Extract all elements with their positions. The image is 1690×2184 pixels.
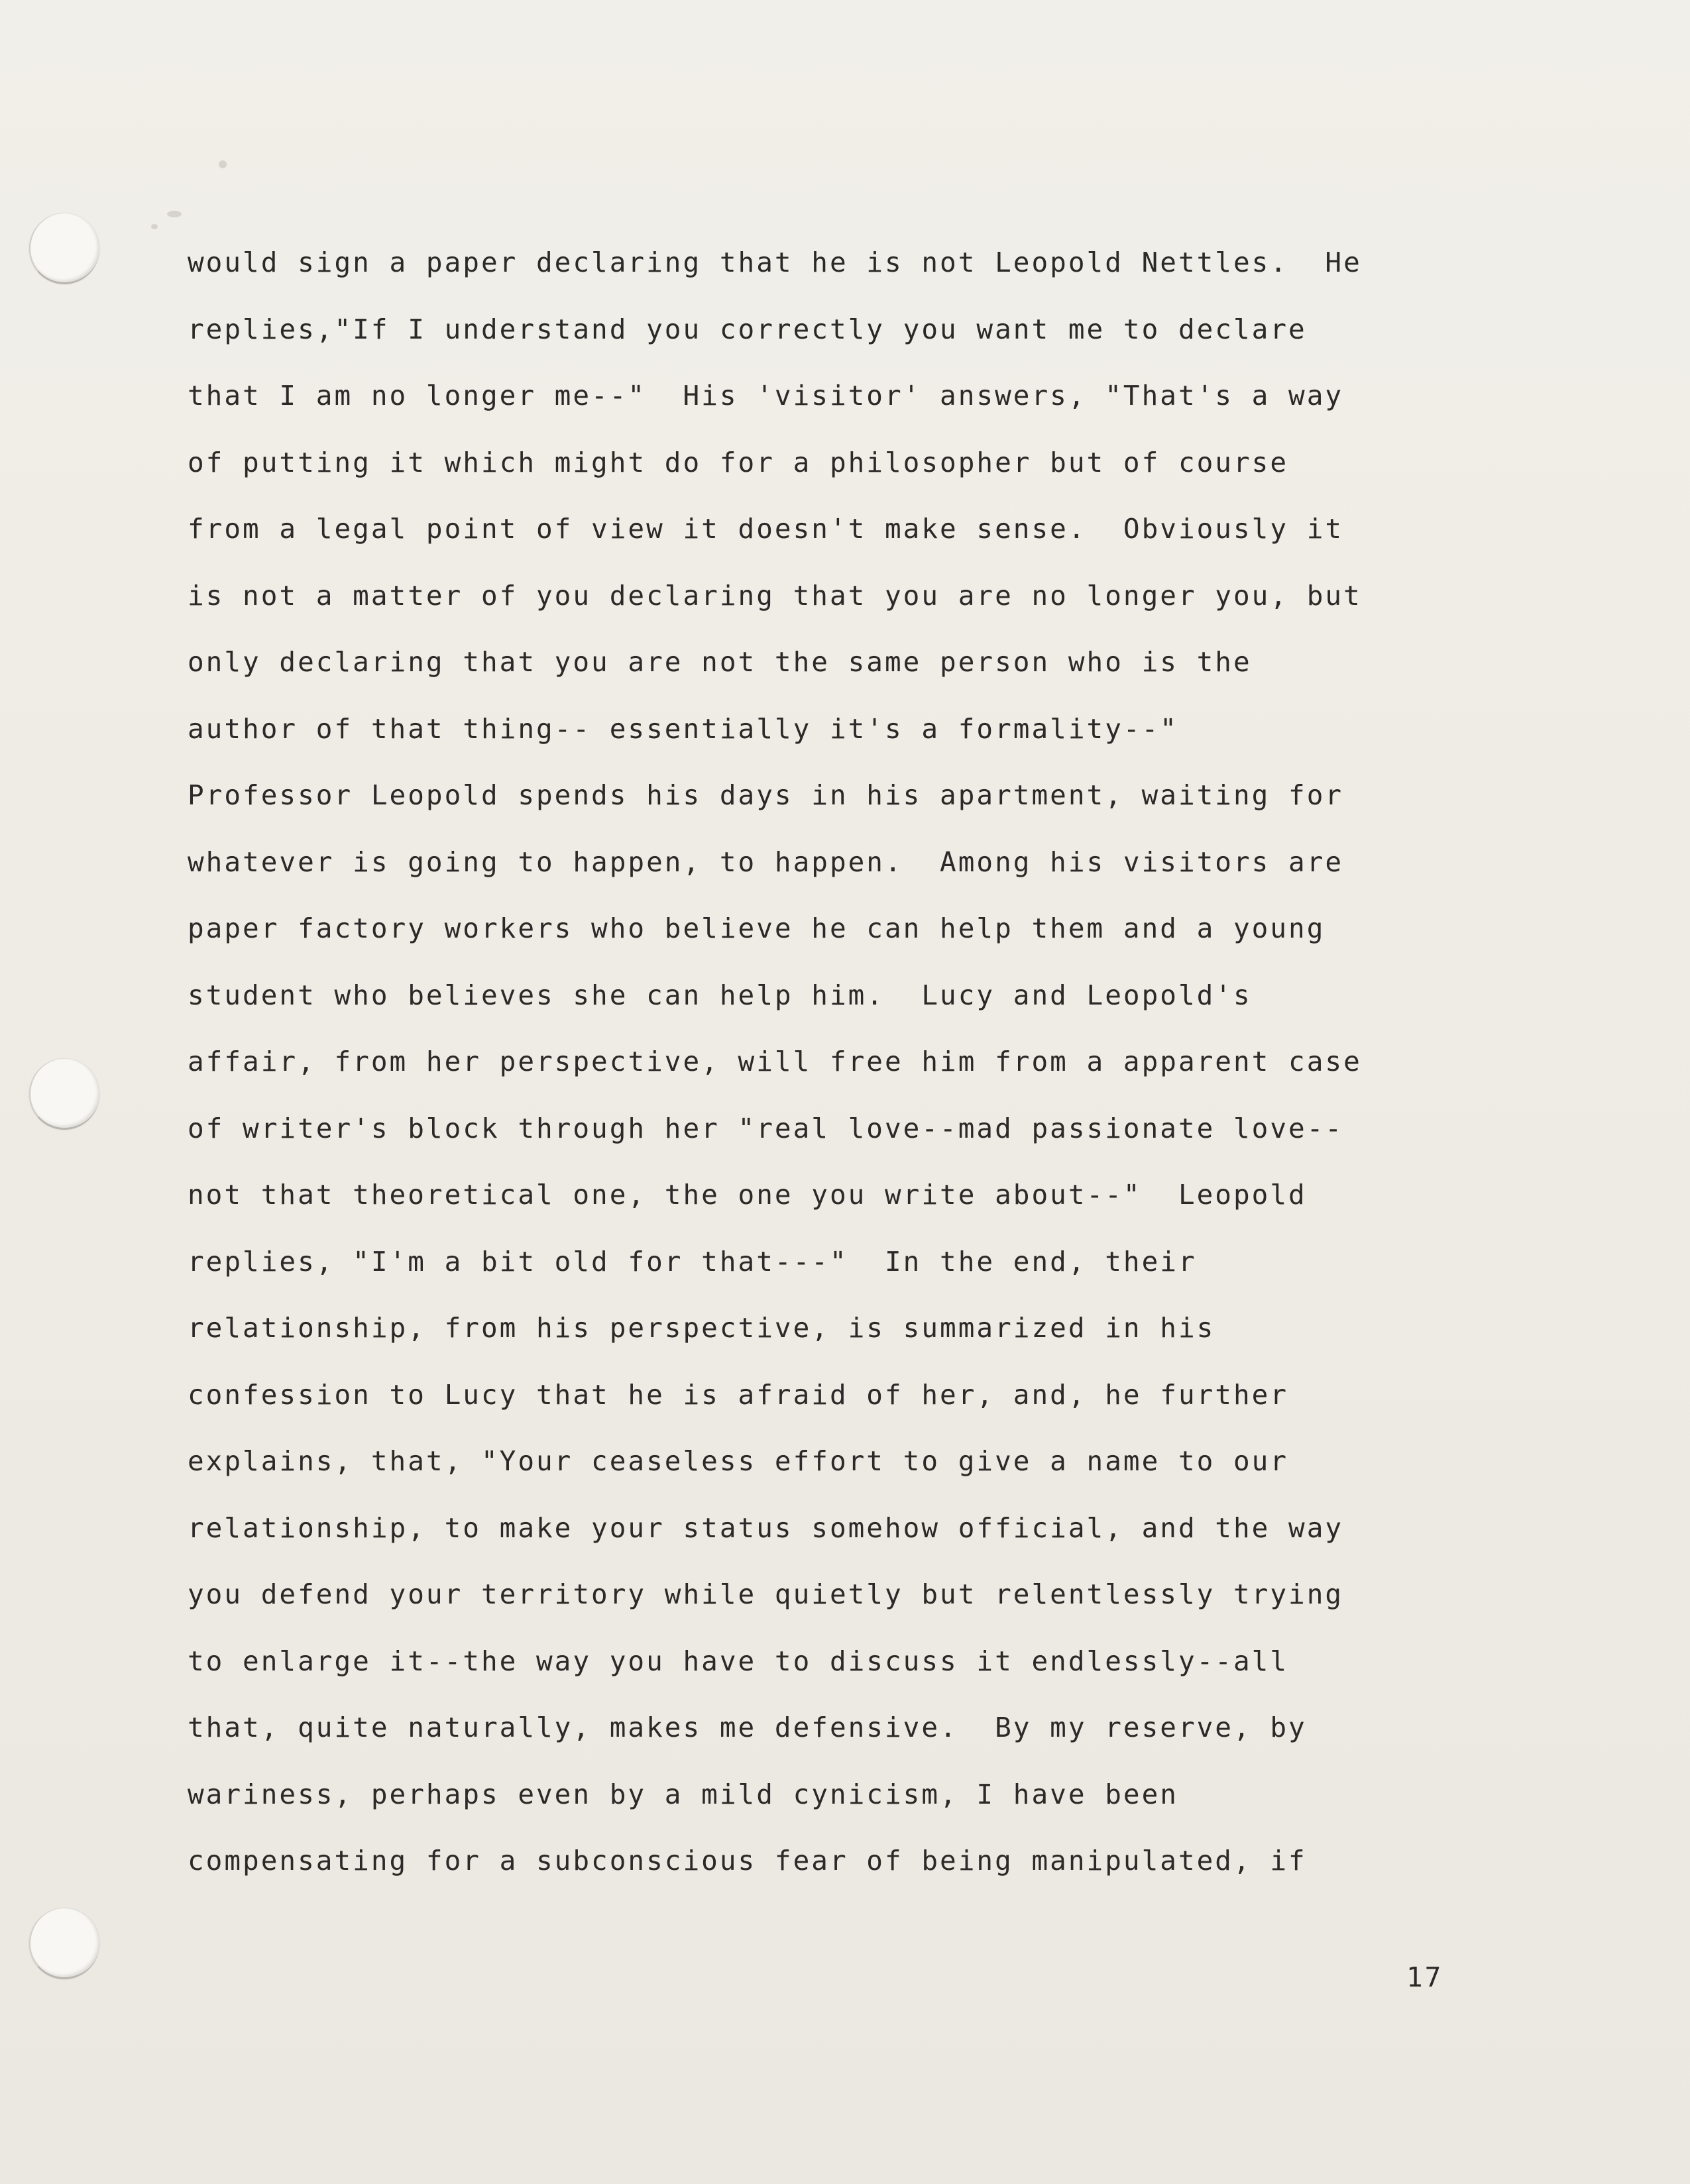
text-line: relationship, from his perspective, is summarized in his — [188, 1312, 1215, 1344]
body-text — [188, 240, 1513, 1905]
text-line: replies,"If I understand you correctly you want me to declare — [188, 313, 1307, 345]
page-number: 17 — [1406, 1961, 1443, 1993]
text-line: paper factory workers who believe he can help them and a young — [188, 912, 1325, 944]
text-line: not that theoretical one, the one you write about--" Leopold — [188, 1179, 1307, 1211]
text-line: wariness, perhaps even by a mild cynicism, I have been — [188, 1778, 1178, 1810]
punch-hole — [29, 213, 99, 284]
text-line: explains, that, "Your ceaseless effort to give a name to our — [188, 1445, 1289, 1477]
punch-hole — [29, 1908, 99, 1979]
paper-speck — [167, 211, 182, 217]
text-line: compensating for a subconscious fear of being manipulated, if — [188, 1845, 1307, 1877]
text-line: to enlarge it--the way you have to discuss it endlessly--all — [188, 1645, 1289, 1677]
text-line: Professor Leopold spends his days in his apartment, waiting for — [188, 779, 1344, 811]
punch-hole — [29, 1059, 99, 1130]
text-line: is not a matter of you declaring that you are no longer you, but — [188, 579, 1362, 612]
text-line: of writer's block through her "real love--mad passionate love-- — [188, 1112, 1344, 1144]
text-line: only declaring that you are not the same person who is the — [188, 646, 1252, 678]
text-line: of putting it which might do for a philosopher but of course — [188, 446, 1289, 478]
text-line: you defend your territory while quietly but relentlessly trying — [188, 1578, 1344, 1610]
text-line: that, quite naturally, makes me defensive. By my reserve, by — [188, 1712, 1307, 1743]
paper-speck — [219, 160, 227, 168]
text-line: relationship, to make your status somehow official, and the way — [188, 1511, 1344, 1544]
text-line: confession to Lucy that he is afraid of her, and, he further — [188, 1378, 1289, 1411]
text-line: student who believes she can help him. Lucy and Leopold's — [188, 979, 1252, 1011]
text-line: replies, "I'm a bit old for that---" In the end, their — [188, 1245, 1197, 1278]
text-line: from a legal point of view it doesn't make sense. Obviously it — [188, 513, 1344, 545]
text-line: author of that thing-- essentially it's a formality--" — [188, 712, 1178, 745]
text-line: would sign a paper declaring that he is not Leopold Nettles. He — [188, 246, 1362, 278]
paper-speck — [151, 224, 158, 229]
text-line: that I am no longer me--" His 'visitor' answers, "That's a way — [188, 380, 1344, 411]
text-line: affair, from her perspective, will free him from a apparent case — [188, 1046, 1362, 1077]
text-line: whatever is going to happen, to happen. Among his visitors are — [188, 846, 1344, 878]
